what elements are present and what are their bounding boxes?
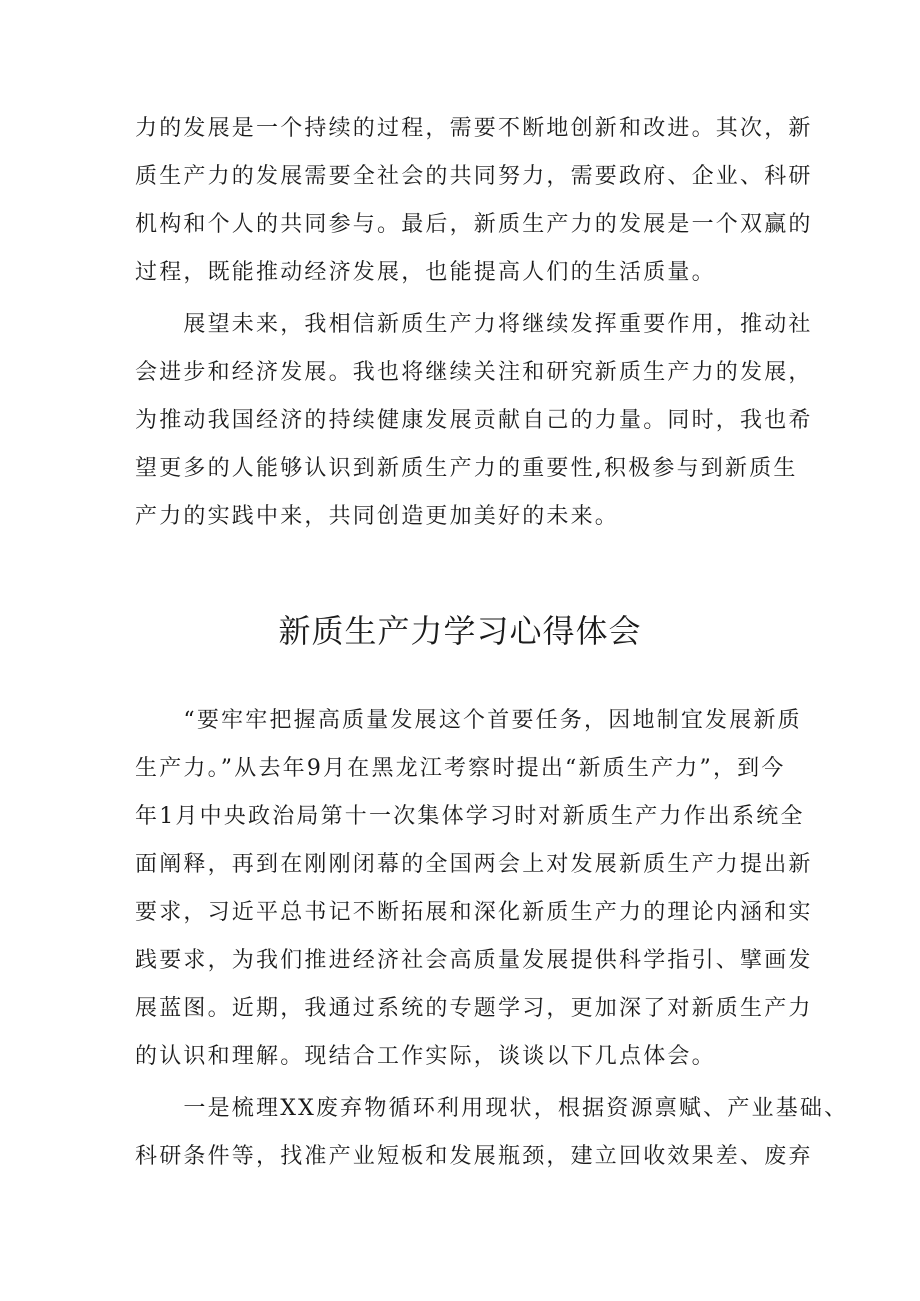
paragraph-line: 望更多的人能够认识到新质生产力的重要性,积极参与到新质生 [135,456,798,481]
paragraph-line: 质生产力的发展需要全社会的共同努力，需要政府、企业、科研 [135,164,813,189]
paragraph-line: 科研条件等，找准产业短板和发展瓶颈，建立回收效果差、废弃 [135,1144,813,1169]
paragraph-line: “要牢牢把握高质量发展这个首要任务，因地制宜发展新质 [135,708,802,733]
paragraph-line: 展蓝图。近期，我通过系统的专题学习，更加深了对新质生产力 [135,996,813,1021]
paragraph-line: 年1月中央政治局第十一次集体学习时对新质生产力作出系统全 [135,804,805,829]
paragraph-line: 要求，习近平总书记不断拓展和深化新质生产力的理论内涵和实 [135,900,813,925]
paragraph-line: 产力的实践中来，共同创造更加美好的未来。 [135,504,620,529]
paragraph-line: 机构和个人的共同参与。最后，新质生产力的发展是一个双赢的 [135,212,813,237]
paragraph-line: 践要求，为我们推进经济社会高质量发展提供科学指引、擘画发 [135,948,813,973]
paragraph-line: 为推动我国经济的持续健康发展贡献自己的力量。同时，我也希 [135,408,813,433]
paragraph-line: 面阐释，再到在刚刚闭幕的全国两会上对发展新质生产力提出新 [135,852,813,877]
paragraph-line: 展望未来，我相信新质生产力将继续发挥重要作用，推动社 [135,312,813,337]
article-title: 新质生产力学习心得体会 [278,612,642,650]
paragraph-line: 一是梳理XX废弃物循环利用现状，根据资源禀赋、产业基础、 [135,1096,849,1121]
paragraph-line: 过程，既能推动经济发展，也能提高人们的生活质量。 [135,260,716,285]
paragraph-line: 力的发展是一个持续的过程，需要不断地创新和改进。其次，新 [135,116,813,141]
paragraph-line: 会进步和经济发展。我也将继续关注和研究新质生产力的发展， [135,360,813,385]
paragraph-line: 的认识和理解。现结合工作实际，谈谈以下几点体会。 [135,1044,716,1069]
paragraph-line: 生产力。”从去年9月在黑龙江考察时提出“新质生产力”，到今 [135,756,786,781]
